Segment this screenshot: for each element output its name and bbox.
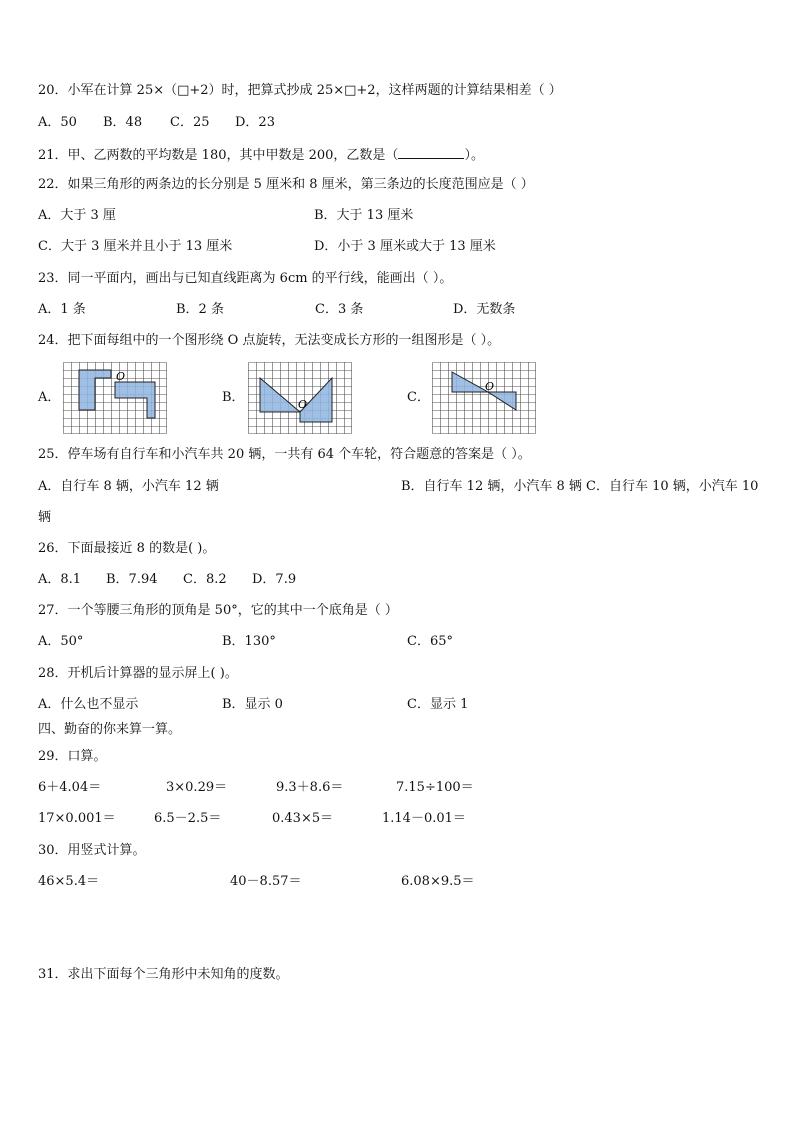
shape-c-left <box>452 372 488 392</box>
mental-calc-item: 6.5－2.5＝ <box>154 811 222 826</box>
q26-stem: 26．下面最接近 8 的数是( )。 <box>38 541 216 556</box>
q23-stem: 23．同一平面内，画出与已知直线距离为 6cm 的平行线，能画出（ ）。 <box>38 271 453 286</box>
q23-option-b: B．2 条 <box>176 302 224 317</box>
vertical-calc-item: 6.08×9.5＝ <box>401 874 475 889</box>
q27-option-a: A．50° <box>38 634 84 649</box>
q23-option-a: A．1 条 <box>38 302 86 317</box>
q20-option-a: A．50 <box>38 115 77 130</box>
q25-option-a: A．自行车 8 辆，小汽车 12 辆 <box>38 479 219 494</box>
shape-a-left <box>79 370 111 410</box>
mental-calc-item: 17×0.001＝ <box>38 811 116 826</box>
q24-option-b: B． <box>222 390 245 405</box>
shape-c-right <box>488 392 516 410</box>
rotation-figure-b <box>248 362 352 434</box>
q21-stem <box>38 146 484 164</box>
q24-stem: 24．把下面每组中的一个图形绕 O 点旋转，无法变成长方形的一组图形是（ ）。 <box>38 333 501 348</box>
rotation-figure-a <box>63 362 167 434</box>
q22-stem: 22．如果三角形的两条边的长分别是 5 厘米和 8 厘米，第三条边的长度范围应是（ ） <box>38 177 534 192</box>
q28-stem: 28．开机后计算器的显示屏上( )。 <box>38 666 238 681</box>
q27-option-b: B．130° <box>222 634 276 649</box>
q26-option-d: D．7.9 <box>252 572 297 587</box>
point-o-label: O <box>485 380 495 393</box>
q26-option-c: C．8.2 <box>183 572 227 587</box>
q21-stem-before: 21．甲、乙两数的平均数是 180，其中甲数是 200，乙数是（ <box>38 148 399 163</box>
q27-stem: 27．一个等腰三角形的顶角是 50°，它的其中一个底角是（ ） <box>38 603 398 618</box>
q20-stem: 20．小军在计算 25×（□+2）时，把算式抄成 25×□+2，这样两题的计算结果相差（ ） <box>38 83 562 98</box>
q24-option-a: A． <box>38 390 61 405</box>
q21-stem-after: ）。 <box>464 148 484 163</box>
q25-option-c-wrap: 辆 <box>38 510 52 525</box>
q24-option-c: C． <box>407 390 430 405</box>
q22-option-d: D．小于 3 厘米或大于 13 厘米 <box>314 239 496 254</box>
q23-option-d: D．无数条 <box>453 302 516 317</box>
q22-option-c: C．大于 3 厘米并且小于 13 厘米 <box>38 239 233 254</box>
mental-calc-item: 7.15÷100＝ <box>396 780 474 795</box>
q28-option-b: B．显示 0 <box>222 697 283 712</box>
point-o-label: O <box>298 398 308 411</box>
q31-stem: 31．求出下面每个三角形中未知角的度数。 <box>38 967 289 982</box>
q27-option-c: C．65° <box>407 634 453 649</box>
q23-option-c: C．3 条 <box>315 302 364 317</box>
q20-option-d: D．23 <box>235 115 275 130</box>
q20-option-b: B．48 <box>103 115 143 130</box>
q22-option-b: B．大于 13 厘米 <box>314 208 414 223</box>
q22-option-a: A．大于 3 厘 <box>38 208 116 223</box>
answer-blank <box>398 146 464 159</box>
q28-option-a: A．什么也不显示 <box>38 697 139 712</box>
shape-b-left <box>260 378 300 412</box>
mental-calc-item: 1.14－0.01＝ <box>382 811 466 826</box>
mental-calc-item: 6＋4.04＝ <box>38 780 102 795</box>
rotation-figure-c <box>432 362 536 434</box>
q29-stem: 29．口算。 <box>38 749 107 764</box>
q25-option-bc: B．自行车 12 辆，小汽车 8 辆 C．自行车 10 辆，小汽车 10 <box>401 479 759 494</box>
mental-calc-item: 0.43×5＝ <box>272 811 334 826</box>
grid-c <box>432 362 536 434</box>
q28-option-c: C．显示 1 <box>407 697 469 712</box>
mental-calc-item: 3×0.29＝ <box>166 780 228 795</box>
q30-stem: 30．用竖式计算。 <box>38 843 146 858</box>
point-o-label: O <box>116 370 126 383</box>
shape-a-right <box>115 382 155 418</box>
vertical-calc-item: 40－8.57＝ <box>230 874 302 889</box>
section-heading: 四、勤奋的你来算一算。 <box>38 722 182 737</box>
q20-option-c: C．25 <box>170 115 210 130</box>
mental-calc-item: 9.3＋8.6＝ <box>276 780 344 795</box>
q26-option-a: A．8.1 <box>38 572 82 587</box>
vertical-calc-item: 46×5.4＝ <box>38 874 100 889</box>
q25-stem: 25．停车场有自行车和小汽车共 20 辆，一共有 64 个车轮，符合题意的答案是（ ）。 <box>38 447 531 462</box>
q26-option-b: B．7.94 <box>106 572 158 587</box>
